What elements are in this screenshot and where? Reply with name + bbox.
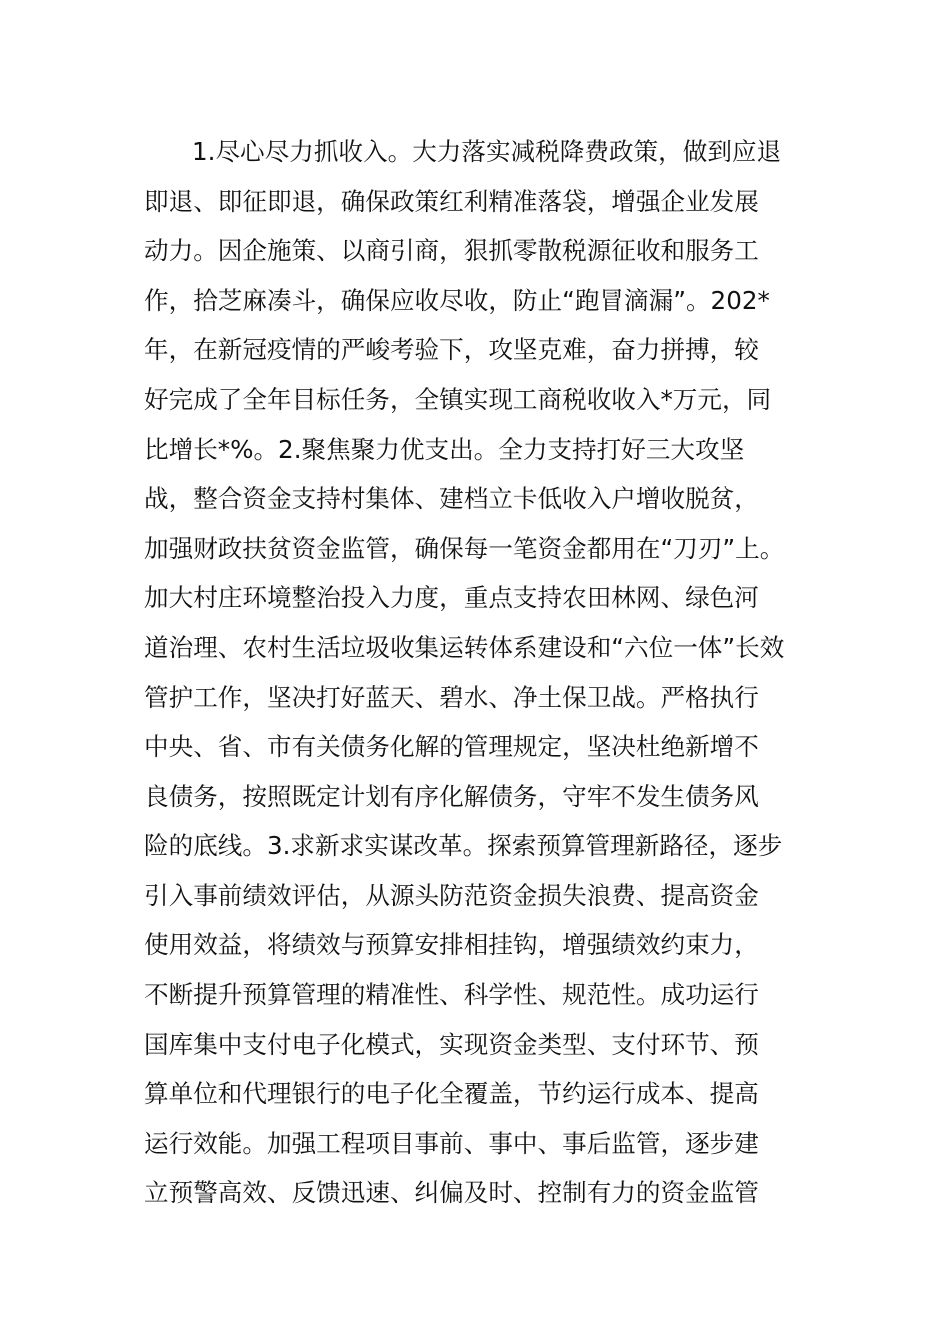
paragraph-line: 算单位和代理银行的电子化全覆盖，节约运行成本、提高 <box>144 1079 759 1108</box>
paragraph-line: 年，在新冠疫情的严峻考验下，攻坚克难，奋力拼搏，较 <box>144 335 759 364</box>
paragraph-line: 加大村庄环境整治投入力度，重点支持农田林网、绿色河 <box>144 583 759 612</box>
paragraph-line: 战，整合资金支持村集体、建档立卡低收入户增收脱贫， <box>144 484 759 513</box>
paragraph-line: 道治理、农村生活垃圾收集运转体系建设和“六位一体”长效 <box>144 633 785 662</box>
paragraph-line: 引入事前绩效评估，从源头防范资金损失浪费、提高资金 <box>144 881 759 910</box>
paragraph-line: 即退、即征即退，确保政策红利精准落袋，增强企业发展 <box>144 187 759 216</box>
paragraph-line: 动力。因企施策、以商引商，狠抓零散税源征收和服务工 <box>144 236 759 265</box>
paragraph-line: 管护工作，坚决打好蓝天、碧水、净土保卫战。严格执行 <box>144 683 759 712</box>
paragraph-line: 国库集中支付电子化模式，实现资金类型、支付环节、预 <box>144 1030 759 1059</box>
paragraph-line: 险的底线。3.求新求实谋改革。探索预算管理新路径，逐步 <box>144 831 783 860</box>
paragraph-line: 立预警高效、反馈迅速、纠偏及时、控制有力的资金监管 <box>144 1178 759 1207</box>
paragraph-line: 加强财政扶贫资金监管，确保每一笔资金都用在“刀刃”上。 <box>144 534 785 563</box>
paragraph-line: 好完成了全年目标任务，全镇实现工商税收收入*万元，同 <box>144 385 772 414</box>
paragraph-line: 良债务，按照既定计划有序化解债务，守牢不发生债务风 <box>144 782 759 811</box>
paragraph-line: 作，拾芝麻凑斗，确保应收尽收，防止“跑冒滴漏”。202* <box>144 286 770 315</box>
paragraph-line: 运行效能。加强工程项目事前、事中、事后监管，逐步建 <box>144 1129 759 1158</box>
paragraph-line: 比增长*%。2.聚焦聚力优支出。全力支持打好三大攻坚 <box>144 435 745 464</box>
paragraph-line: 不断提升预算管理的精准性、科学性、规范性。成功运行 <box>144 980 759 1009</box>
paragraph-line: 1.尽心尽力抓收入。大力落实减税降费政策，做到应退 <box>192 137 782 166</box>
paragraph-line: 中央、省、市有关债务化解的管理规定，坚决杜绝新增不 <box>144 732 759 761</box>
paragraph-line: 使用效益，将绩效与预算安排相挂钩，增强绩效约束力， <box>144 930 759 959</box>
